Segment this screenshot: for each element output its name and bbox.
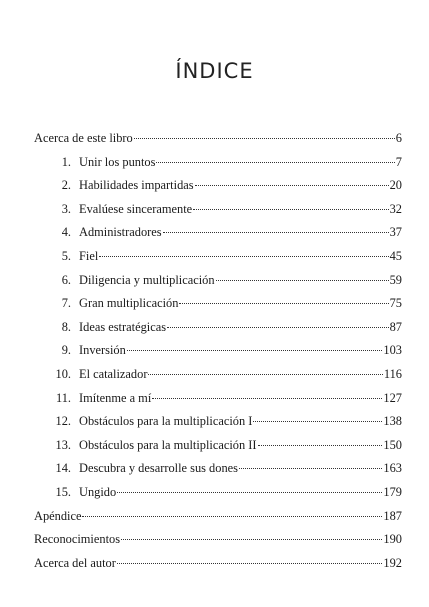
toc-entry-label: Fiel <box>79 248 99 263</box>
toc-entry-number: 10. <box>55 366 71 381</box>
toc-entry-label: Administradores <box>79 225 162 240</box>
toc-entry <box>34 317 402 341</box>
toc-dot-leader <box>117 553 383 564</box>
toc-entry <box>34 128 402 152</box>
toc-entry-page-number: 45 <box>389 248 402 263</box>
toc-entry <box>34 411 402 435</box>
toc-dot-leader <box>127 340 383 351</box>
toc-entry-label: Diligencia y multiplicación <box>79 272 215 287</box>
toc-entry-page-number: 192 <box>383 555 402 570</box>
toc-dot-leader <box>117 482 382 493</box>
toc-entry <box>34 529 402 553</box>
toc-dot-leader <box>99 246 388 257</box>
toc-entry-label: Imítenme a mí <box>79 390 152 405</box>
toc-entry-number: 9. <box>61 343 71 358</box>
toc-dot-leader <box>152 388 382 399</box>
toc-entry-page-number: 187 <box>383 508 402 523</box>
toc-entry-label: Acerca de este libro <box>34 131 133 145</box>
toc-dot-leader <box>195 175 389 186</box>
toc-entry <box>34 340 402 364</box>
toc-entry-page-number: 127 <box>383 390 402 405</box>
toc-entry-page-number: 190 <box>383 532 402 547</box>
toc-entry-number: 2. <box>61 178 71 193</box>
toc-entry-number: 11. <box>55 390 71 405</box>
toc-dot-leader <box>121 529 382 540</box>
toc-dot-leader <box>253 411 382 422</box>
toc-dot-leader <box>148 364 382 375</box>
toc-dot-leader <box>193 199 388 210</box>
toc-dot-leader <box>134 128 395 139</box>
toc-entry <box>34 270 402 294</box>
toc-entry-label: Evalúese sinceramente <box>79 201 193 216</box>
toc-entry-label: Ungido <box>79 484 117 499</box>
toc-entry-page-number: 6 <box>395 131 402 145</box>
toc-dot-leader <box>258 435 383 446</box>
toc-entry-number: 14. <box>55 461 71 476</box>
toc-entry-page-number: 179 <box>383 484 402 499</box>
toc-entry-label: Gran multiplicación <box>79 296 179 311</box>
toc-entry-number: 7. <box>61 296 71 311</box>
toc-entry <box>34 152 402 176</box>
toc-entry-number: 3. <box>61 201 71 216</box>
toc-entry-page-number: 103 <box>383 343 402 358</box>
toc-entry <box>34 435 402 459</box>
toc-entry-page-number: 116 <box>383 366 402 381</box>
toc-entry-label: Obstáculos para la multiplicación II <box>79 437 257 452</box>
toc-entry-page-number: 37 <box>389 225 402 240</box>
toc-dot-leader <box>216 270 389 281</box>
toc-entry-label: Habilidades impartidas <box>79 178 194 193</box>
toc-entry-page-number: 7 <box>395 154 402 169</box>
toc-entry-label: El catalizador <box>79 366 148 381</box>
toc-entry-page-number: 20 <box>389 178 402 193</box>
toc-entry-page-number: 75 <box>389 296 402 311</box>
toc-entry-label: Reconocimientos <box>34 532 121 547</box>
toc-entry-page-number: 150 <box>383 437 402 452</box>
toc-entry <box>34 506 402 530</box>
toc-entry-page-number: 32 <box>389 201 402 216</box>
toc-entry <box>34 482 402 506</box>
toc-entry-page-number: 163 <box>383 461 402 476</box>
toc-dot-leader <box>179 293 388 304</box>
table-of-contents <box>34 128 402 576</box>
toc-entry-number: 5. <box>61 248 71 263</box>
toc-dot-leader <box>167 317 389 328</box>
toc-dot-leader <box>163 222 389 233</box>
toc-entry-label: Inversión <box>79 343 126 358</box>
toc-entry <box>34 199 402 223</box>
toc-entry <box>34 246 402 270</box>
toc-entry-label: Apéndice <box>34 508 82 523</box>
toc-entry-label: Descubra y desarrolle sus dones <box>79 461 238 476</box>
toc-entry-number: 1. <box>61 154 71 169</box>
toc-entry-number: 6. <box>61 272 71 287</box>
toc-entry-page-number: 87 <box>389 319 402 334</box>
page-title: ÍNDICE <box>175 59 254 83</box>
toc-entry-label: Obstáculos para la multiplicación I <box>79 414 253 429</box>
toc-dot-leader <box>239 458 382 469</box>
toc-entry-label: Unir los puntos <box>79 154 156 169</box>
toc-entry-number: 8. <box>61 319 71 334</box>
toc-entry-page-number: 59 <box>389 272 402 287</box>
toc-dot-leader <box>156 152 394 163</box>
toc-entry-number: 15. <box>55 484 71 499</box>
toc-entry <box>34 293 402 317</box>
toc-entry <box>34 175 402 199</box>
toc-entry-number: 12. <box>55 414 71 429</box>
toc-entry-label: Acerca del autor <box>34 555 116 570</box>
toc-entry-label: Ideas estratégicas <box>79 319 167 334</box>
toc-entry <box>34 553 402 577</box>
toc-entry-number: 4. <box>61 225 71 240</box>
toc-entry <box>34 222 402 246</box>
toc-entry <box>34 364 402 388</box>
toc-entry-page-number: 138 <box>383 414 402 429</box>
toc-dot-leader <box>82 506 382 517</box>
toc-entry <box>34 388 402 412</box>
toc-entry <box>34 458 402 482</box>
toc-entry-number: 13. <box>55 437 71 452</box>
